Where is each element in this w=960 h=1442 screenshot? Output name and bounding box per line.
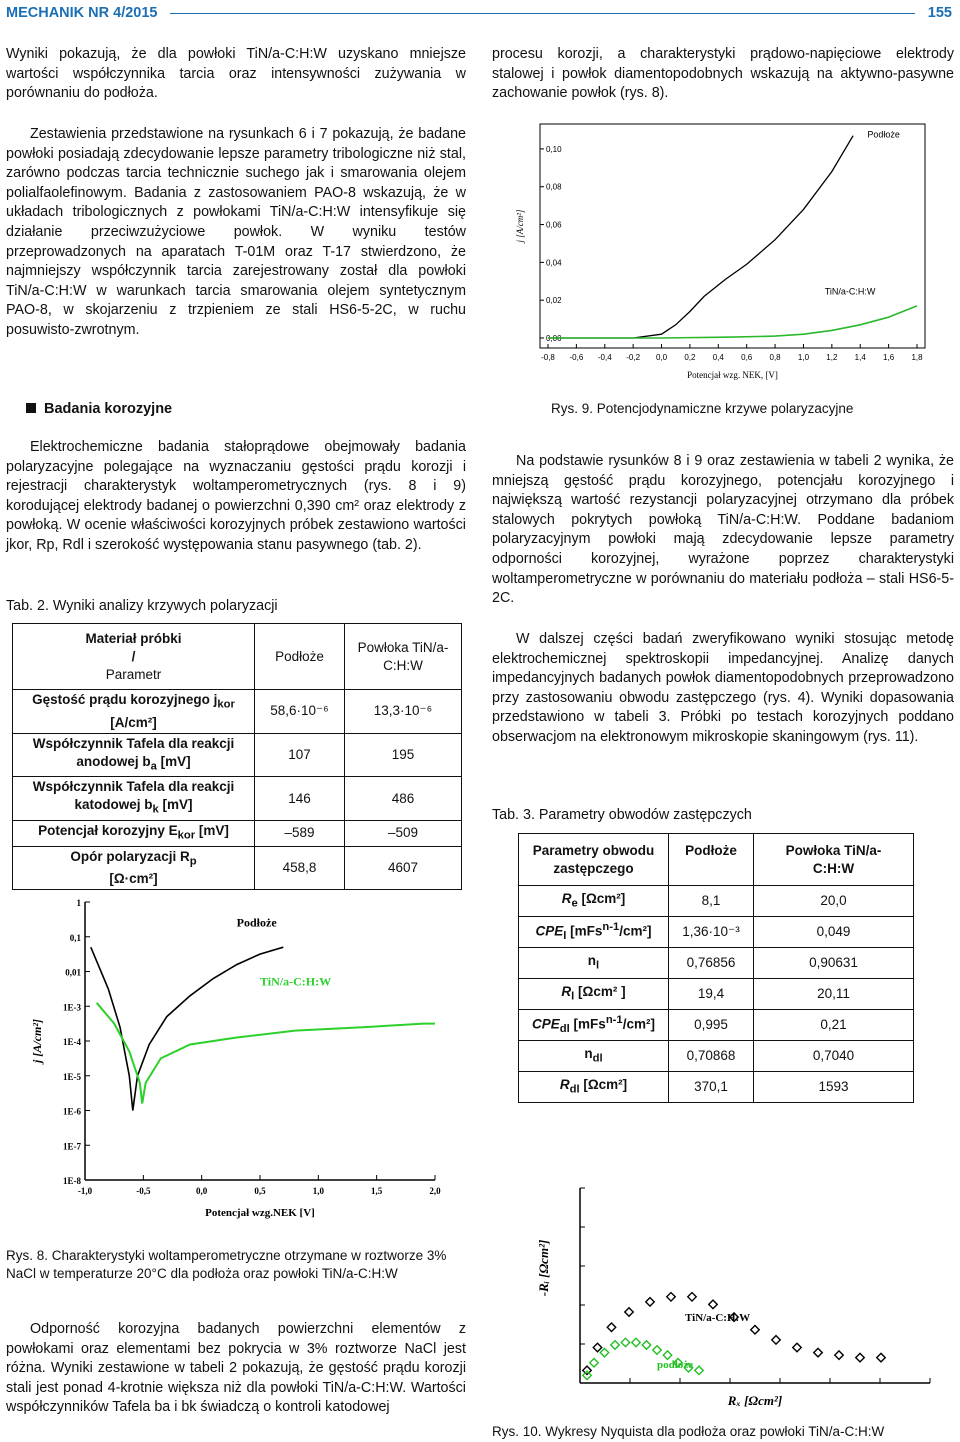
series-line: [97, 1003, 435, 1104]
table-head-cell: Materiał próbki / Parametr: [13, 624, 255, 690]
table-cell: 1,36·10⁻³: [669, 917, 754, 948]
x-tick-label: 0,6: [741, 353, 753, 362]
section-heading: Badania korozyjne: [26, 400, 172, 420]
table-cell: 0,70868: [669, 1041, 754, 1072]
x-tick-label: -0,4: [597, 353, 612, 362]
y-tick-label: 1E-3: [63, 1002, 81, 1013]
data-point: [653, 1346, 661, 1354]
y-axis-label: j [A/cm²]: [30, 1019, 44, 1063]
table-cell: $R_{dl}$ [Ωcm²]: [519, 1072, 669, 1103]
table-cell: 4607: [345, 846, 462, 890]
table-row: [519, 1041, 914, 1072]
x-tick-label: 1,6: [883, 353, 895, 362]
table-cell: 0,76856: [669, 948, 754, 979]
x-tick-label: -0,6: [569, 353, 584, 362]
series-line: [548, 306, 917, 338]
table-cell: 20,0: [754, 886, 914, 917]
bullet-square-icon: [26, 403, 36, 413]
y-tick-label: 1E-7: [63, 1141, 81, 1152]
x-tick-label: 1,0: [797, 353, 810, 362]
table-cell: 58,6·10⁻⁶: [255, 690, 345, 734]
data-point: [625, 1308, 633, 1316]
legend-label: TiN/a-C:H:W: [685, 1311, 751, 1324]
x-tick-label: 0,4: [712, 353, 724, 362]
table-cell: 107: [255, 733, 345, 777]
series-line: [548, 136, 853, 338]
x-tick-label: -1,0: [77, 1186, 93, 1196]
table-cell: 0,995: [669, 1010, 754, 1041]
data-point: [695, 1366, 703, 1374]
y-axis-label: -Rᵢ [Ωcm²]: [536, 1239, 551, 1297]
table-cell: $R_e$ [Ωcm²]: [519, 886, 669, 917]
y-tick-label: 0,00: [546, 334, 562, 343]
table-equivalent-circuit: [518, 833, 914, 1103]
data-point: [667, 1293, 675, 1301]
table-cell: 19,4: [669, 979, 754, 1010]
table-cell: Gęstość prądu korozyjnego $j_{kor}$ [A/cm²]: [13, 690, 255, 734]
y-tick-label: 1: [76, 898, 81, 908]
y-tick-label: 0,1: [69, 932, 81, 943]
table-row: [13, 821, 462, 847]
table-cell: 0,90631: [754, 948, 914, 979]
table-head-cell: Podłoże: [669, 834, 754, 886]
x-tick-label: 0,5: [254, 1186, 266, 1196]
data-point: [593, 1343, 601, 1351]
x-tick-label: 1,4: [854, 353, 866, 362]
tab2-caption: Tab. 2. Wyniki analizy krzywych polaryzacji: [6, 598, 278, 614]
legend-label: Podłoże: [236, 915, 277, 930]
x-tick-label: 2,0: [429, 1186, 441, 1196]
left-paragraph-2: Zestawienia przedstawione na rysunkach 6 i 7 pokazują, że badane powłoki posiadają zdecydowanie lepsze parametry tribologiczne niż stal, zarówno podczas tarcia technicznie suchego jak i smarowania olejem polialfaolefinowym. Badania z zastosowaniem PAO-8 wskazują, że w układach tribologicznych z powłokami TiN/a-C:H:W intensyfikuje się działanie przeciwzużyciowe powłok. W wyniku testów przeprowadzonych na aparatach T-01M oraz T-17 stwierdzono, że najmniejszy współczynnik tarcia zarejestrowany został dla powłoki TiN/a-C:H:W w warunkach tarcia smarowania olejem syntetycznym PAO-8, w skojarzeniu z trzpieniem ze stali HS6-5-2C, w ruchu posuwisto-zwrotnym.: [6, 126, 466, 338]
fig10-chart: [510, 1178, 950, 1418]
data-point: [607, 1323, 615, 1331]
y-tick-label: 0,01: [65, 967, 81, 978]
legend-label: Podłoże: [867, 129, 900, 140]
table-cell: 1593: [754, 1072, 914, 1103]
y-tick-label: 0,08: [546, 182, 562, 192]
x-tick-label: 0,0: [655, 353, 668, 362]
data-point: [877, 1353, 885, 1361]
fig8-chart: [25, 890, 445, 1225]
table-cell: –509: [345, 821, 462, 847]
table-cell: Potencjał korozyjny $E_{kor}$ [mV]: [13, 821, 255, 847]
table-head-cell: Podłoże: [255, 624, 345, 690]
data-point: [646, 1298, 654, 1306]
y-tick-label: 1E-6: [63, 1106, 81, 1117]
fig10-caption: Rys. 10. Wykresy Nyquista dla podłoża oraz powłoki TiN/a-C:H:W: [492, 1424, 885, 1439]
table-cell: 0,049: [754, 917, 914, 948]
x-axis-label: Potencjał wzg. NEK, [V]: [687, 370, 778, 380]
y-tick-label: 0,10: [546, 144, 562, 154]
table-polarization: [12, 623, 462, 890]
fig9-chart: [510, 120, 940, 390]
y-tick-label: 1E-4: [63, 1037, 81, 1047]
table-cell: $n_{dl}$: [519, 1041, 669, 1072]
y-tick-label: 0,02: [546, 296, 562, 306]
fig9-caption: Rys. 9. Potencjodynamiczne krzywe polaryzacyjne: [551, 401, 854, 416]
table-head-cell: Powłoka TiN/a-C:H:W: [754, 834, 914, 886]
header-rule: [170, 13, 915, 14]
left-paragraph-4: Odporność korozyjna badanych powierzchni elementów z powłokami oraz elementami bez pokrycia w 3% roztworze NaCl jest różna. Wyniki zestawione w tabeli 2 pokazują, że gęstość prądu korozji stali jest ponad 4-krotnie większa niż dla powłoki TiN/a-C:H:W. Wartości współczynników Tafela ba i bk świadczą o kontroli katodowej: [6, 1321, 466, 1416]
table-cell: 486: [345, 777, 462, 821]
right-paragraph-2: Na podstawie rysunków 8 i 9 oraz zestawienia w tabeli 2 wynika, że mniejszą gęstość prądu korozyjnego, potencjału korozyjnego i największą wartość rezystancji polaryzacyjnej otrzymano dla próbek stalowych pokrytych powłoką TiN/a-C:H:W. Poddane badaniom polaryzacyjnym powłoki mają zdecydowanie lepsze parametry odporności korozyjnej, wyrażone poprzez charakterystyki woltamperometryczne w porównaniu do materiału podłoża – stali HS6-5-2C.: [492, 453, 954, 607]
table-cell: Współczynnik Tafela dla reakcji katodowej $b_k$ [mV]: [13, 777, 255, 821]
legend-label: podłoże: [657, 1358, 694, 1371]
journal-title: MECHANIK NR 4/2015: [6, 5, 158, 21]
table-row: [13, 846, 462, 890]
table-cell: 13,3·10⁻⁶: [345, 690, 462, 734]
left-paragraph-3: Elektrochemiczne badania stałoprądowe obejmowały badania polaryzacyjne polegające na wyznaczaniu gęstości prądu korozji i rejestracji charakterystyk woltamperometrycznych (rys. 8 i 9) korodującej elektrody badanej o powierzchni 0,390 cm² oraz elektrody z powłoką. W ocenie właściwości korozyjnych próbek zestawiono wartości jkor, Rp, Rdl i szerokość występowania stanu pasywnego (tab. 2).: [6, 439, 466, 553]
data-point: [772, 1336, 780, 1344]
x-tick-label: 1,2: [826, 353, 838, 362]
table-cell: $R_l$ [Ωcm² ]: [519, 979, 669, 1010]
series-line: [91, 947, 283, 1110]
right-paragraph-3: W dalszej części badań zweryfikowano wyniki stosując metodę elektrochemicznej spektroskopii impedancyjnej. Analizę danych impedancyjnych badanych powłok diamentopodobnych przeprowadzono przy zastosowaniu obwodu zastępczego (rys. 4). Wyniki dopasowania przedstawiono w tabeli 3. Próbki po testach korozyjnych poddano obserwacjom na elektronowym mikroskopie skaningowym (rys. 11).: [492, 631, 954, 745]
data-point: [590, 1358, 598, 1366]
table-row: [519, 948, 914, 979]
table-cell: –589: [255, 821, 345, 847]
table-row: [519, 1010, 914, 1041]
table-row: [13, 777, 462, 821]
tab3-caption: Tab. 3. Parametry obwodów zastępczych: [492, 807, 752, 823]
table-cell: $CPE_l$ [mFs$^{n-1}$/cm²]: [519, 917, 669, 948]
table-row: [13, 733, 462, 777]
data-point: [709, 1300, 717, 1308]
y-tick-label: 1E-5: [63, 1071, 81, 1082]
table-row: [13, 624, 462, 690]
x-tick-label: 1,5: [371, 1186, 383, 1196]
data-point: [611, 1341, 619, 1349]
x-tick-label: -0,2: [626, 353, 641, 362]
left-paragraph-1: Wyniki pokazują, że dla powłoki TiN/a-C:H:W uzyskano mniejsze wartości współczynnika tarcia oraz intensywności zużywania w porównaniu do podłoża.: [6, 46, 466, 102]
table-cell: Opór polaryzacji $R_p$ [Ω·cm²]: [13, 846, 255, 890]
data-point: [600, 1348, 608, 1356]
data-point: [632, 1338, 640, 1346]
table-cell: 195: [345, 733, 462, 777]
table-row: [519, 979, 914, 1010]
right-paragraph-1: procesu korozji, a charakterystyki prądowo-napięciowe elektrody stalowej i powłok diamentopodobnych wskazują na aktywno-pasywne zachowanie powłok (rys. 8).: [492, 46, 954, 102]
x-tick-label: -0,5: [136, 1186, 151, 1196]
y-tick-label: 0,04: [546, 258, 562, 268]
x-axis-label: Potencjał wzg.NEK [V]: [205, 1207, 315, 1219]
data-point: [793, 1343, 801, 1351]
table-row: [519, 1072, 914, 1103]
table-head-cell: Parametry obwodu zastępczego: [519, 834, 669, 886]
legend-label: TiN/a-C:H:W: [260, 974, 332, 989]
plot-frame: [540, 124, 925, 348]
table-cell: 370,1: [669, 1072, 754, 1103]
table-cell: 458,8: [255, 846, 345, 890]
table-cell: 20,11: [754, 979, 914, 1010]
x-tick-label: 0,2: [684, 353, 696, 362]
x-tick-label: 1,8: [911, 353, 923, 362]
table-row: [519, 886, 914, 917]
x-axis-label: Rₓ [Ωcm²]: [727, 1393, 783, 1408]
table-head-cell: Powłoka TiN/a-C:H:W: [345, 624, 462, 690]
table-cell: 8,1: [669, 886, 754, 917]
table-cell: 0,7040: [754, 1041, 914, 1072]
x-tick-label: -0,8: [541, 353, 555, 362]
x-tick-label: 1,0: [312, 1186, 324, 1196]
x-tick-label: 0,8: [769, 353, 781, 362]
data-point: [814, 1348, 822, 1356]
table-cell: $n_l$: [519, 948, 669, 979]
y-axis-label: j [A/cm²]: [515, 209, 525, 243]
table-cell: 146: [255, 777, 345, 821]
data-point: [688, 1293, 696, 1301]
table-cell: Współczynnik Tafela dla reakcji anodowej $b_a$ [mV]: [13, 733, 255, 777]
y-tick-label: 1E-8: [63, 1176, 81, 1186]
table-row: [13, 690, 462, 734]
y-tick-label: 0,06: [546, 220, 562, 230]
table-cell: $CPE_{dl}$ [mFs$^{n-1}$/cm²]: [519, 1010, 669, 1041]
table-row: [519, 917, 914, 948]
legend-label: TiN/a-C:H:W: [824, 286, 876, 297]
page-number: 155: [927, 5, 952, 21]
x-tick-label: 0,0: [196, 1186, 208, 1196]
table-row: [519, 834, 914, 886]
table-cell: 0,21: [754, 1010, 914, 1041]
data-point: [751, 1326, 759, 1334]
data-point: [835, 1351, 843, 1359]
data-point: [856, 1353, 864, 1361]
data-point: [621, 1338, 629, 1346]
fig8-caption: Rys. 8. Charakterystyki woltamperometryczne otrzymane w roztworze 3% NaCl w temperaturze 20°C dla podłoża oraz powłoki TiN/a-C:H:W: [6, 1248, 447, 1281]
data-point: [642, 1341, 650, 1349]
